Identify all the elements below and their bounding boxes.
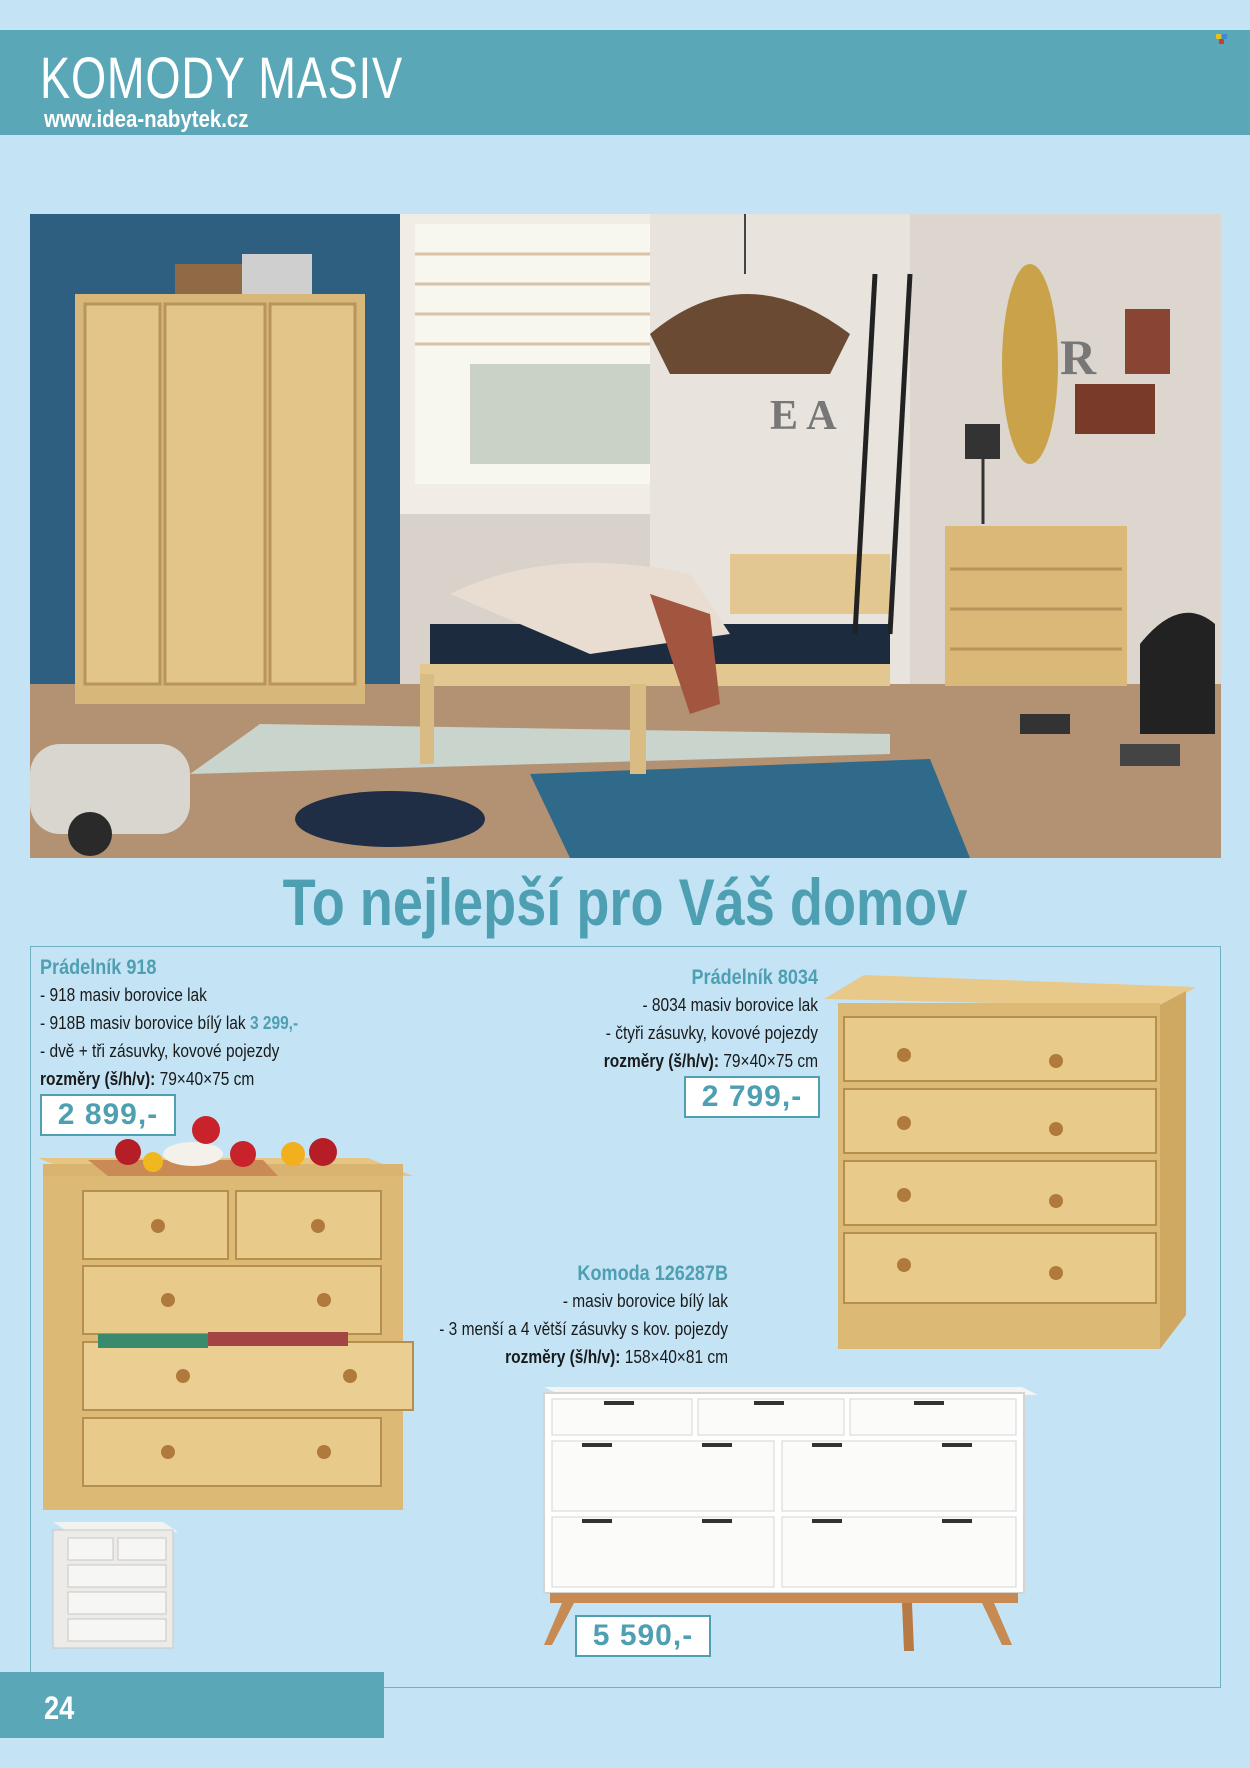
product-8034-dims <box>440 1047 818 1075</box>
product-126287b-dims-label: rozměry (š/h/v): <box>505 1347 621 1368</box>
hero-bedroom-image <box>30 214 1221 858</box>
product-8034-dims-label: rozměry (š/h/v): <box>603 1051 720 1072</box>
product-8034-title: Prádelník 8034 <box>691 966 818 989</box>
product-918-line2 <box>40 1009 401 1037</box>
product-126287b-line1: - masiv borovice bílý lak <box>562 1291 728 1312</box>
product-918-title: Prádelník 918 <box>40 956 157 979</box>
product-126287b-price: 5 590,- <box>575 1615 711 1657</box>
product-126287b-image <box>542 1383 1040 1655</box>
product-918-line3: - dvě + tři zásuvky, kovové pojezdy <box>40 1041 280 1062</box>
product-126287b-line2: - 3 menší a 4 větší zásuvky s kov. pojezdy <box>439 1319 728 1340</box>
product-918-info <box>40 954 401 1093</box>
product-918-dims <box>40 1065 401 1093</box>
product-126287b-title: Komoda 126287B <box>577 1262 728 1285</box>
product-8034-line2: - čtyři zásuvky, kovové pojezdy <box>605 1023 818 1044</box>
product-8034-info <box>440 964 818 1075</box>
product-918-dims-label: rozměry (š/h/v): <box>40 1069 156 1090</box>
svg-text:E A: E A <box>770 393 837 439</box>
product-8034-price: 2 799,- <box>684 1076 820 1118</box>
website-link[interactable]: www.idea-nabytek.cz <box>44 106 249 133</box>
product-918-dims-value: 79×40×75 cm <box>159 1069 255 1090</box>
product-918-image <box>38 1116 423 1510</box>
product-918-price: 2 899,- <box>40 1094 176 1136</box>
brand-mark-icon <box>1216 34 1230 44</box>
product-8034-line1: - 8034 masiv borovice lak <box>642 995 818 1016</box>
product-8034-image <box>824 975 1196 1355</box>
product-918-line1: - 918 masiv borovice lak <box>40 985 207 1006</box>
slogan: To nejlepší pro Váš domov <box>282 865 968 939</box>
product-918-variant: - 918B masiv borovice bílý lak <box>40 1013 246 1034</box>
page-title: KOMODY MASIV <box>40 46 403 111</box>
product-918-variant-price: 3 299,- <box>249 1013 299 1034</box>
svg-text:R: R <box>1060 329 1097 385</box>
page-number: 24 <box>44 1690 75 1726</box>
product-918b-image <box>48 1510 180 1650</box>
product-8034-dims-value: 79×40×75 cm <box>723 1051 818 1072</box>
product-126287b-dims-value: 158×40×81 cm <box>624 1347 728 1368</box>
